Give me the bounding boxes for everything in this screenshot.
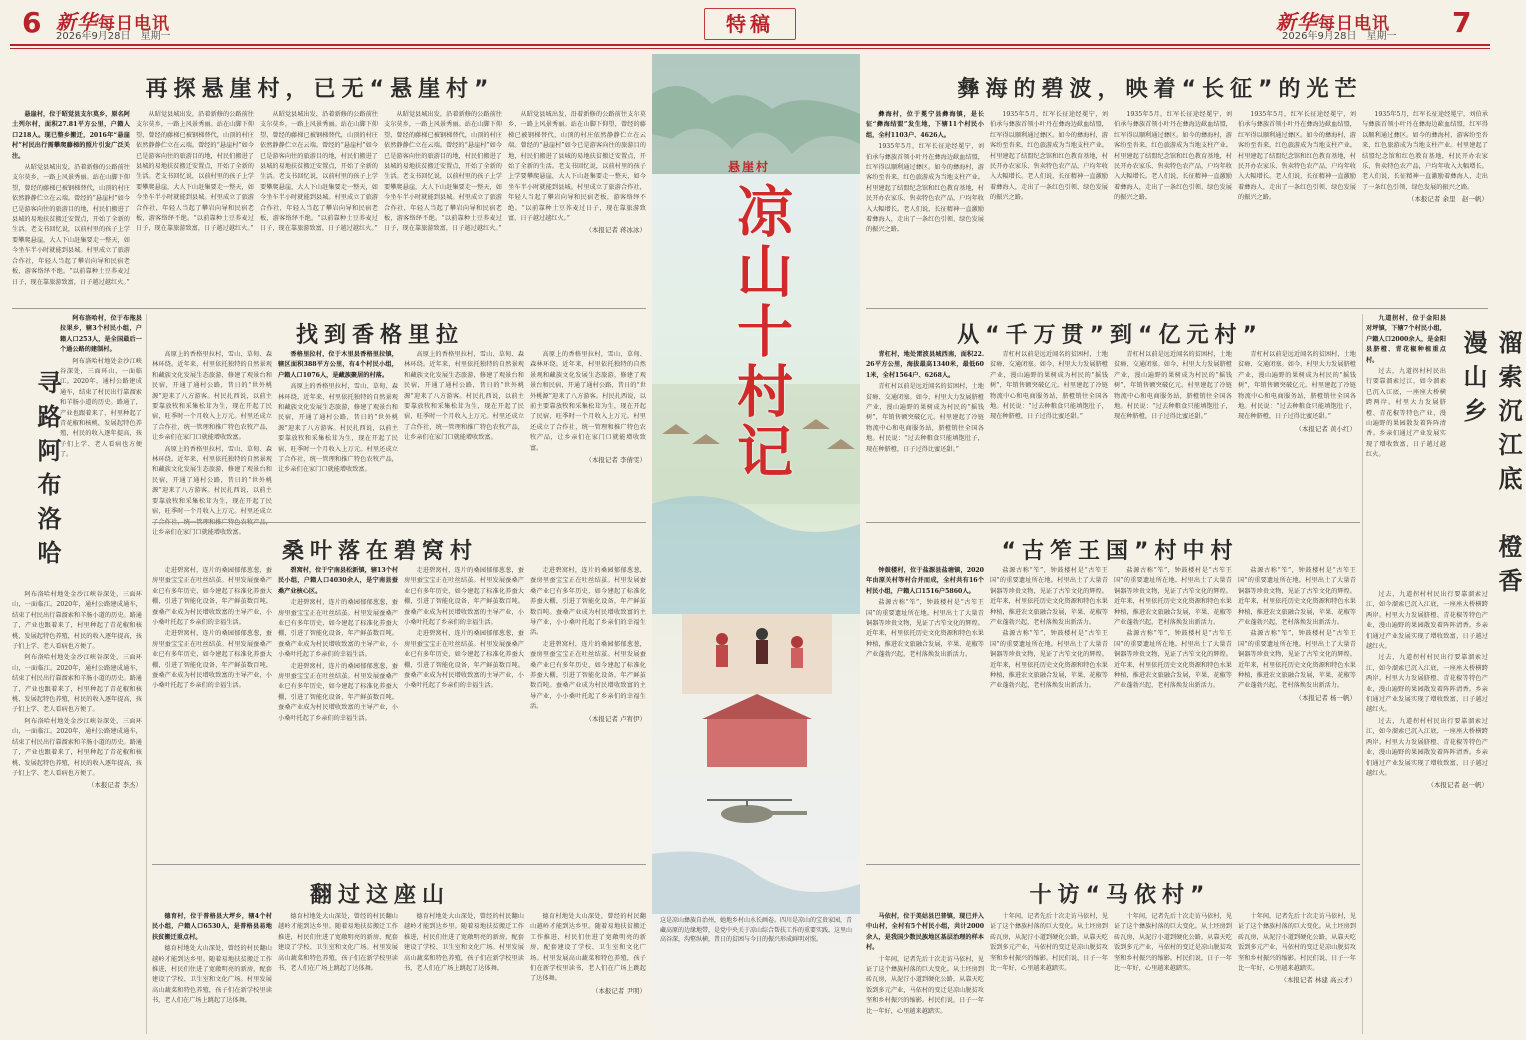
body-a1-part1: 从昭觉县城出发，沿着新修的公路前往支尔莫乡，一路上风景秀丽。站在山脚下仰望，曾经的藤梯已被钢梯替代，山顶的村庄依然静静伫立在云端。曾经的“悬崖村”如今已是游客向往的旅游目的地，村民们搬进了县城的易地扶贫搬迁安置点，开始了全新的生活。老支书回忆说，以前村里的孩子上学要攀爬悬崖，大人下山赶集要走一整天，如今坐车半小时就能到县城。村里成立了旅游合作社，年轻人当起了攀岩向导和民宿老板，游客络绎不绝。“以前靠种土豆荞麦过日子，现在靠旅游致富，日子越过越红火。”	[12, 164, 130, 286]
body-a7-part2b: 盐源古称“笮”，钟鼓楼村是“古笮王国”的重要遗址所在地。村里出土了大量青铜器等珍贵文物，见证了古笮文化的辉煌。近年来，村里依托历史文化资源和特色水果种植，推进农文旅融合发展，苹果、花椒等产业蓬勃兴起，老村落焕发出新活力。	[990, 630, 1108, 690]
poster-river	[652, 852, 860, 915]
article-a5-lede-col	[60, 314, 142, 584]
body-a7-part3: 盐源古称“笮”，钟鼓楼村是“古笮王国”的重要遗址所在地。村里出土了大量青铜器等珍贵文物，见证了古笮文化的辉煌。近年来，村里依托历史文化资源和特色水果种植，推进农文旅融合发展，苹果、花椒等产业蓬勃兴起，老村落焕发出新活力。	[1114, 567, 1232, 627]
article-a3-col1	[152, 350, 272, 536]
body-a6-part3b: 走进碧窝村，连片的桑园郁郁葱葱，蚕房里蚕宝宝正在吐丝结茧。村里发展蚕桑产业已有多年历史，如今建起了标准化养蚕大棚，引进了智能化设备，年产鲜茧数百吨。蚕桑产业成为村民增收致富的主导产业，小小桑叶托起了乡亲们的幸福生活。	[404, 630, 524, 690]
body-a2-part5: 1935年5月，红军长征途经冕宁，刘伯承与彝族首领小叶丹在彝海边歃血结盟，红军得以顺利通过彝区。如今的彝海村，游客纷至沓来，红色旅游成为当地支柱产业。村里建起了结盟纪念馆和红色教育基地，村民开办农家乐、售卖特色农产品，户均年收入大幅增长。老人们说，长征精神一直激励着彝海人，走出了一条红色引领、绿色发展的振兴之路。	[1362, 111, 1488, 191]
article-a3-col4	[530, 350, 646, 518]
body-a8-part2: 过去，九道拐村村民出行要靠溜索过江，如今溜索已沉入江底，一座座大桥横跨两岸。村里大力发展脐橙、青花椒等特色产业，漫山遍野的果园散发着阵阵清香。乡亲们通过产业发展实现了增收致富，日子越过越红火。	[1366, 591, 1488, 651]
headline-a5: 寻路阿布洛哈	[33, 370, 61, 574]
poster-small-title: 悬崖村	[728, 160, 771, 174]
body-a6-part2: 走进碧窝村，连片的桑园郁郁葱葱，蚕房里蚕宝宝正在吐丝结茧。村里发展蚕桑产业已有多年历史，如今建起了标准化养蚕大棚，引进了智能化设备，年产鲜茧数百吨。蚕桑产业成为村民增收致富的主导产业，小小桑叶托起了乡亲们的幸福生活。	[278, 599, 398, 659]
article-a2-col2	[990, 110, 1108, 306]
article-a6-col2	[278, 566, 398, 858]
masthead-rule	[10, 44, 1490, 46]
article-a4-col1	[866, 350, 984, 518]
poster-lake	[652, 496, 860, 614]
body-a10-part1: 十年间，记者先后十次走访马依村，见证了这个彝族村落的巨大变化。从土坯房到砖瓦房，从泥泞小道到硬化公路，从靠天吃饭到多元产业，马依村的变迁是凉山脱贫攻坚和乡村振兴的缩影。村民们说，日子一年比一年好，心里越来越踏实。	[866, 955, 984, 1015]
poster-title: 凉山十村记	[728, 182, 794, 482]
body-a8-part1: 过去，九道拐村村民出行要靠溜索过江，如今溜索已沉入江底，一座座大桥横跨两岸。村里大力发展脐橙、青花椒等特色产业，漫山遍野的果园散发着阵阵清香。乡亲们通过产业发展实现了增收致富，日子越过越红火。	[1366, 368, 1446, 459]
column-rule-a5	[146, 314, 147, 1034]
article-a7-col1	[866, 566, 984, 858]
divider-a1	[12, 308, 646, 309]
article-a2-col1	[866, 110, 984, 306]
body-a1-part5: 从昭觉县城出发，沿着新修的公路前往支尔莫乡，一路上风景秀丽。站在山脚下仰望，曾经的藤梯已被钢梯替代，山顶的村庄依然静静伫立在云端。曾经的“悬崖村”如今已是游客向往的旅游目的地，村民们搬进了县城的易地扶贫搬迁安置点，开始了全新的生活。老支书回忆说，以前村里的孩子上学要攀爬悬崖，大人下山赶集要走一整天，如今坐车半小时就能到县城。村里成立了旅游合作社，年轻人当起了攀岩向导和民宿老板，游客络绎不绝。“以前靠种土豆荞麦过日子，现在靠旅游致富，日子越过越红火。”	[508, 111, 646, 223]
body-a10-part4: 十年间，记者先后十次走访马依村，见证了这个彝族村落的巨大变化。从土坯房到砖瓦房，从泥泞小道到硬化公路，从靠天吃饭到多元产业，马依村的变迁是凉山脱贫攻坚和乡村振兴的缩影。村民们说，日子一年比一年好，心里越来越踏实。	[1238, 913, 1356, 973]
logo-meiri-right: 每日电讯	[1318, 14, 1390, 34]
divider-a7	[866, 864, 1360, 865]
byline-a10: （本报记者 林建 高云才）	[1280, 976, 1356, 985]
article-a1-col1	[12, 110, 130, 306]
article-a1-col4	[384, 110, 502, 306]
body-a6-part4: 走进碧窝村，连片的桑园郁郁葱葱，蚕房里蚕宝宝正在吐丝结茧。村里发展蚕桑产业已有多年历史，如今建起了标准化养蚕大棚，引进了智能化设备，年产鲜茧数百吨。蚕桑产业成为村民增收致富的主导产业，小小桑叶托起了乡亲们的幸福生活。	[530, 567, 646, 637]
article-a2-col3	[1114, 110, 1232, 306]
article-a9-col3	[404, 912, 524, 1032]
headline-a10: 十访“马依村”	[1029, 883, 1211, 908]
helicopter-icon	[707, 800, 807, 823]
body-a9-part3: 德育村地处大山深处，曾经的村民翻山越岭才能到达乡里。随着易地扶贫搬迁工作推进，村民们住进了宽敞明亮的新房，配套建设了学校、卫生室和文化广场。村里发展高山蔬菜和特色养殖，孩子们在新学校里读书，老人们在广场上跳起了达体舞。	[404, 913, 524, 973]
section-tab: 特稿	[704, 8, 796, 40]
article-a1-col2	[136, 110, 254, 306]
headline-a2: 彝海的碧波，映着“长征”的光芒	[957, 77, 1363, 102]
body-a7-part4: 盐源古称“笮”，钟鼓楼村是“古笮王国”的重要遗址所在地。村里出土了大量青铜器等珍贵文物，见证了古笮文化的辉煌。近年来，村里依托历史文化资源和特色水果种植，推进农文旅融合发展，苹果、花椒等产业蓬勃兴起，老村落焕发出新活力。	[1238, 567, 1356, 627]
body-a1-part3: 从昭觉县城出发，沿着新修的公路前往支尔莫乡，一路上风景秀丽。站在山脚下仰望，曾经的藤梯已被钢梯替代，山顶的村庄依然静静伫立在云端。曾经的“悬崖村”如今已是游客向往的旅游目的地，村民们搬进了县城的易地扶贫搬迁安置点，开始了全新的生活。老支书回忆说，以前村里的孩子上学要攀爬悬崖，大人下山赶集要走一整天，如今坐车半小时就能到县城。村里成立了旅游合作社，年轻人当起了攀岩向导和民宿老板，游客络绎不绝。“以前靠种土豆荞麦过日子，现在靠旅游致富，日子越过越红火。”	[260, 111, 378, 233]
body-a1-part4: 从昭觉县城出发，沿着新修的公路前往支尔莫乡，一路上风景秀丽。站在山脚下仰望，曾经的藤梯已被钢梯替代，山顶的村庄依然静静伫立在云端。曾经的“悬崖村”如今已是游客向往的旅游目的地，村民们搬进了县城的易地扶贫搬迁安置点，开始了全新的生活。老支书回忆说，以前村里的孩子上学要攀爬悬崖，大人下山赶集要走一整天，如今坐车半小时就能到县城。村里成立了旅游合作社，年轻人当起了攀岩向导和民宿老板，游客络绎不绝。“以前靠种土豆荞麦过日子，现在靠旅游致富，日子越过越红火。”	[384, 111, 502, 233]
lede-a2: 彝海村，位于冕宁县彝海镇，是长征“彝海结盟”发生地，下辖11个村民小组，全村1103户、4626人。	[866, 111, 984, 139]
article-a10-col2	[990, 912, 1108, 1032]
date-left: 2026年9月28日 星期一	[56, 31, 171, 42]
poster-red-building	[707, 719, 807, 767]
body-a3-part4: 高原上的香格里拉村，雪山、草甸、森林环绕。近年来，村里依托独特的自然景观和藏族文化发展生态旅游，修建了观景台和民宿，开通了通村公路，昔日的“世外桃源”迎来了八方游客。村民扎西说，以前主要靠放牧和采集松茸为生，现在开起了民宿，旺季时一个月收入上万元。村里还成立了合作社，统一管理和推广特色农牧产品，让乡亲们在家门口就能增收致富。	[530, 351, 646, 452]
article-a6-col1	[152, 566, 272, 858]
logo-meiri: 每日电讯	[98, 14, 170, 34]
lede-a4: 青杠村，地处雷波县城西南，面积22.26平方公里，海拔最高1340米，最低601米，全村1564户、6268人。	[866, 351, 984, 379]
article-a8-col2	[1366, 590, 1488, 1020]
article-a4-col3	[1114, 350, 1232, 518]
logo-xinhua-right: 新华	[1276, 10, 1318, 34]
headline-a6: 桑叶落在碧窝村	[281, 539, 478, 564]
body-a5-part4: 阿布洛哈村地处金沙江峡谷深处，三面环山，一面临江。2020年，通村公路建成通车，结束了村民出行靠溜索和羊肠小道的历史。路通了，产业也跟着来了，村里种起了青花椒和核桃，发展起特色养殖，村民的收入逐年提高，孩子们上学、老人看病也方便了。	[12, 717, 142, 777]
lede-a10: 马依村，位于美姑县巴普镇，现已并入中山村，全村有5个村民小组，共计2000余人，是我国少数民族地区基层治理的样本村。	[866, 913, 984, 952]
body-a6-part1: 走进碧窝村，连片的桑园郁郁葱葱，蚕房里蚕宝宝正在吐丝结茧。村里发展蚕桑产业已有多年历史，如今建起了标准化养蚕大棚，引进了智能化设备，年产鲜茧数百吨。蚕桑产业成为村民增收致富的主导产业，小小桑叶托起了乡亲们的幸福生活。	[152, 567, 272, 627]
article-a6-col4	[530, 566, 646, 858]
body-a6-part4b: 走进碧窝村，连片的桑园郁郁葱葱，蚕房里蚕宝宝正在吐丝结茧。村里发展蚕桑产业已有多年历史，如今建起了标准化养蚕大棚，引进了智能化设备，年产鲜茧数百吨。蚕桑产业成为村民增收致富的主导产业，小小桑叶托起了乡亲们的幸福生活。	[530, 640, 646, 711]
article-a10-col4	[1238, 912, 1356, 1032]
article-a6-col3	[404, 566, 524, 858]
byline-a8: （本报记者 赵一帆）	[1427, 781, 1488, 790]
byline-a6: （本报记者 卢宥伊）	[585, 714, 646, 723]
lede-a9: 德育村，位于普格县大坪乡，辖4个村民小组，户籍人口6530人，是普格县易地扶贫搬迁重点村。	[152, 913, 272, 941]
body-a10-part2: 十年间，记者先后十次走访马依村，见证了这个彝族村落的巨大变化。从土坯房到砖瓦房，从泥泞小道到硬化公路，从靠天吃饭到多元产业，马依村的变迁是凉山脱贫攻坚和乡村振兴的缩影。村民们说，日子一年比一年好，心里越来越踏实。	[990, 913, 1108, 973]
body-a6-part1b: 走进碧窝村，连片的桑园郁郁葱葱，蚕房里蚕宝宝正在吐丝结茧。村里发展蚕桑产业已有多年历史，如今建起了标准化养蚕大棚，引进了智能化设备，年产鲜茧数百吨。蚕桑产业成为村民增收致富的主导产业，小小桑叶托起了乡亲们的幸福生活。	[152, 630, 272, 690]
body-a3-part1b: 高原上的香格里拉村，雪山、草甸、森林环绕。近年来，村里依托独特的自然景观和藏族文化发展生态旅游，修建了观景台和民宿，开通了通村公路，昔日的“世外桃源”迎来了八方游客。村民扎西说，以前主要靠放牧和采集松茸为生，现在开起了民宿，旺季时一个月收入上万元。村里还成立 让乡亲们在家门口就能增收致富。	[152, 445, 272, 536]
headline-a9: 翻过这座山	[309, 883, 450, 908]
body-a4-part2: 青杠村以前是远近闻名的贫困村，土地贫瘠、交通闭塞。如今，村里大力发展脐橙产业，漫山遍野的果树成为村民的“摇钱树”，年销售额突破亿元。村里建起了冷链物流中心和电商服务站，脐橙销往全国各地。村民说：“过去种粮食只能填饱肚子，现在种脐橙，日子过得比蜜还甜。”	[990, 351, 1108, 421]
byline-a5: （本报记者 李杰）	[87, 781, 142, 790]
byline-a7: （本报记者 杨一帆）	[1295, 693, 1356, 702]
body-a9-part4: 德育村地处大山深处，曾经的村民翻山越岭才能到达乡里。随着易地扶贫搬迁工作推进，村民们住进了宽敞明亮的新房，配套建设了学校、卫生室和文化广场。村里发展高山蔬菜和特色养殖，孩子们在新学校里读书，老人们在广场上跳起了达体舞。	[530, 913, 646, 983]
logo-xinhua: 新华	[56, 10, 98, 34]
body-a5-part3: 阿布洛哈村地处金沙江峡谷深处，三面环山，一面临江。2020年，通村公路建成通车，结束了村民出行靠溜索和羊肠小道的历史。路通了，产业也跟着来了，村里种起了青花椒和核桃，发展起特色养殖，村民的收入逐年提高，孩子们上学、老人看病也方便了。	[12, 654, 142, 714]
article-a1-col3	[260, 110, 378, 306]
article-a1-col5	[508, 110, 646, 306]
body-a10-part3: 十年间，记者先后十次走访马依村，见证了这个彝族村落的巨大变化。从土坯房到砖瓦房，从泥泞小道到硬化公路，从靠天吃饭到多元产业，马依村的变迁是凉山脱贫攻坚和乡村振兴的缩影。村民们说，日子一年比一年好，心里越来越踏实。	[1114, 913, 1232, 973]
article-a5-col2	[12, 590, 142, 1020]
body-a7-part3b: 盐源古称“笮”，钟鼓楼村是“古笮王国”的重要遗址所在地。村里出土了大量青铜器等珍贵文物，见证了古笮文化的辉煌。近年来，村里依托历史文化资源和特色水果种植，推进农文旅融合发展，苹果、花椒等产业蓬勃兴起，老村落焕发出新活力。	[1114, 630, 1232, 690]
article-a10-col1	[866, 912, 984, 1032]
lede-a7: 钟鼓楼村，位于盐源县盐塘镇，2020年由原关村等村合并而成，全村共有16个村民小组，户籍人口1516户5860人。	[866, 567, 984, 595]
divider-a4	[866, 522, 1360, 523]
body-a7-part2: 盐源古称“笮”，钟鼓楼村是“古笮王国”的重要遗址所在地。村里出土了大量青铜器等珍贵文物，见证了古笮文化的辉煌。近年来，村里依托历史文化资源和特色水果种植，推进农文旅融合发展，苹果、花椒等产业蓬勃兴起，老村落焕发出新活力。	[990, 567, 1108, 627]
lede-a1: 悬崖村，位于昭觉县支尔莫乡，原名阿土列尔村，面积27.81平方公里，户籍人口218人。现已整乡搬迁，2016年“悬崖村”村民出行需攀爬藤梯的照片引发广泛关注。	[12, 111, 130, 160]
byline-a3: （本报记者 李倩雯）	[585, 456, 646, 465]
divider-a6	[152, 864, 646, 865]
date-right: 2026年9月28日 星期一	[1282, 31, 1397, 42]
body-a6-part3: 走进碧窝村，连片的桑园郁郁葱葱，蚕房里蚕宝宝正在吐丝结茧。村里发展蚕桑产业已有多年历史，如今建起了标准化养蚕大棚，引进了智能化设备，年产鲜茧数百吨。蚕桑产业成为村民增收致富的主导产业，小小桑叶托起了乡亲们的幸福生活。	[404, 567, 524, 627]
article-a10-col3	[1114, 912, 1232, 1032]
body-a9-part2: 德育村地处大山深处，曾经的村民翻山越岭才能到达乡里。随着易地扶贫搬迁工作推进，村民们住进了宽敞明亮的新房，配套建设了学校、卫生室和文化广场。村里发展高山蔬菜和特色养殖，孩子们在新学校里读书，老人们在广场上跳起了达体舞。	[278, 913, 398, 973]
body-a6-part2b: 走进碧窝村，连片的桑园郁郁葱葱，蚕房里蚕宝宝正在吐丝结茧。村里发展蚕桑产业已有多年历史，如今建起了标准化养蚕大棚，引进了智能化设备，年产鲜茧数百吨。蚕桑产业成为村民增收致富的主导产业，小小桑叶托起了乡亲们的幸福生活。	[278, 662, 398, 722]
article-a2-col4	[1238, 110, 1356, 306]
body-a8-part3: 过去，九道拐村村民出行要靠溜索过江，如今溜索已沉入江底，一座座大桥横跨两岸。村里大力发展脐橙、青花椒等特色产业，漫山遍野的果园散发着阵阵清香。乡亲们通过产业发展实现了增收致富，日子越过越红火。	[1366, 654, 1488, 714]
body-a3-part2: 高原上的香格里拉村，雪山、草甸、森林环绕。近年来，村里依托独特的自然景观和藏族文化发展生态旅游，修建了观景台和民宿，开通了通村公路，昔日的“世外桃源”迎来了八方游客。村民扎西说，以前主要靠放牧和采集松茸为生，现在开起了民宿，旺季时一个月收入上万元。村里还成立了合作社，统一管理和推广特色农牧产品，让乡亲们在家门口就能增收致富。	[278, 383, 398, 474]
article-a4-col4	[1238, 350, 1356, 518]
body-a7-part1: 盐源古称“笮”，钟鼓楼村是“古笮王国”的重要遗址所在地。村里出土了大量青铜器等珍贵文物，见证了古笮文化的辉煌。近年来，村里依托历史文化资源和特色水果种植，推进农文旅融合发展，苹果、花椒等产业蓬勃兴起，老村落焕发出新活力。	[866, 599, 984, 659]
article-a7-col4	[1238, 566, 1356, 858]
article-a2-col5	[1362, 110, 1488, 306]
article-a3-col2	[278, 350, 398, 518]
body-a9-part1: 德育村地处大山深处，曾经的村民翻山越岭才能到达乡里。随着易地扶贫搬迁工作推进，村民们住进了宽敞明亮的新房，配套建设了学校、卫生室和文化广场。村里发展高山蔬菜和特色养殖，孩子们在新学校里读书，老人们在广场上跳起了达体舞。	[152, 945, 272, 1005]
article-a9-col1	[152, 912, 272, 1032]
divider-a2	[866, 308, 1488, 309]
byline-a1: （本报记者 蒋冰冰）	[585, 226, 646, 235]
center-poster	[652, 54, 860, 1037]
byline-a2: （本报记者 余里 赵一帆）	[1407, 195, 1488, 204]
headline-a4: 从“千万贯”到“亿元村”	[957, 323, 1263, 348]
body-a2-part2: 1935年5月，红军长征途经冕宁，刘伯承与彝族首领小叶丹在彝海边歃血结盟，红军得以顺利通过彝区。如今的彝海村，游客纷至沓来，红色旅游成为当地支柱产业。村里建起了结盟纪念馆和红色教育基地，村民开办农家乐、售卖特色农产品，户均年收入大幅增长。老人们说，长征精神一直激励着彝海人，走出了一条红色引领、绿色发展的振兴之路。	[990, 111, 1108, 202]
divider-a3	[152, 522, 646, 523]
article-a7-col2	[990, 566, 1108, 858]
headline-a3: 找到香格里拉	[295, 323, 464, 348]
body-a2-part4: 1935年5月，红军长征途经冕宁，刘伯承与彝族首领小叶丹在彝海边歃血结盟，红军得以顺利通过彝区。如今的彝海村，游客纷至沓来，红色旅游成为当地支柱产业。村里建起了结盟纪念馆和红色教育基地，村民开办农家乐、售卖特色农产品，户均年收入大幅增长。老人们说，长征精神一直激励着彝海人，走出了一条红色引领、绿色发展的振兴之路。	[1238, 111, 1356, 202]
body-a3-part3: 高原上的香格里拉村，雪山、草甸、森林环绕。近年来，村里依托独特的自然景观和藏族文化发展生态旅游，修建了观景台和民宿，开通了通村公路，昔日的“世外桃源”迎来了八方游客。村民扎西说，以前主要靠放牧和采集松茸为生，现在开起了民宿，旺季时一个月收入上万元。村里还成立了合作社，统一管理和推广特色农牧产品，让乡亲们在家门口就能增收致富。	[404, 351, 524, 442]
body-a4-part4: 青杠村以前是远近闻名的贫困村，土地贫瘠、交通闭塞。如今，村里大力发展脐橙产业，漫山遍野的果树成为村民的“摇钱树”，年销售额突破亿元。村里建起了冷链物流中心和电商服务站，脐橙销往全国各地。村民说：“过去种粮食只能填饱肚子，现在种脐橙，日子过得比蜜还甜。”	[1238, 351, 1356, 421]
page-number-right: 7	[1452, 6, 1472, 39]
article-a3-col3	[404, 350, 524, 518]
lede-a5: 阿布洛哈村，位于布拖县拉果乡，辖3个村民小组，户籍人口253人，是全国最后一个通公路的建制村。	[60, 315, 142, 354]
article-a7-col3	[1114, 566, 1232, 858]
masthead	[0, 0, 1500, 52]
article-a8-lede-col	[1366, 314, 1446, 584]
body-a1-part2: 从昭觉县城出发，沿着新修的公路前往支尔莫乡，一路上风景秀丽。站在山脚下仰望，曾经的藤梯已被钢梯替代，山顶的村庄依然静静伫立在云端。曾经的“悬崖村”如今已是游客向往的旅游目的地，村民们搬进了县城的易地扶贫搬迁安置点，开始了全新的生活。老支书回忆说，以前村里的孩子上学要攀爬悬崖，大人下山赶集要走一整天，如今坐车半小时就能到县城。村里成立了旅游合作社，年轻人当起了攀岩向导和民宿老板，游客络绎不绝。“以前靠种土豆荞麦过日子，现在靠旅游致富，日子越过越红火。”	[136, 111, 254, 233]
poster-caption: 这是凉山彝族自治州，她地乡村山水长画卷。四川是凉山的宝贵家园，青藏高原的边缘地带，是党中央关于凉山综合帮扶工作的重要实践。这里山高谷深，沟壑纵横，昔日的贫困与今日的振兴形成鲜明对照。	[660, 917, 853, 943]
lede-a8: 九道拐村，位于金阳县对坪镇，下辖7个村民小组，户籍人口2000余人，是金阳县脐橙、青花椒种植重点村。	[1366, 315, 1446, 364]
masthead-rule-thin	[10, 48, 1490, 49]
byline-a9: （本报记者 尹明）	[591, 986, 646, 995]
body-a4-part1: 青杠村以前是远近闻名的贫困村，土地贫瘠、交通闭塞。如今，村里大力发展脐橙产业，漫山遍野的果树成为村民的“摇钱树”，年销售额突破亿元。村里建起了冷链物流中心和电商服务站，脐橙销往全国各地。村民说：“过去种粮食只能填饱肚子，现在种脐橙，日子过得比蜜还甜。”	[866, 383, 984, 453]
lede-a3: 香格里拉村，位于木里县香格里拉镇，辖区面积388平方公里，有4个村民小组，户籍人口1076人，是藏族聚居的村落。	[278, 351, 398, 379]
headline-a8: 溜索沉江底 橙香漫山乡	[1459, 330, 1522, 602]
body-a4-part3: 青杠村以前是远近闻名的贫困村，土地贫瘠、交通闭塞。如今，村里大力发展脐橙产业，漫山遍野的果树成为村民的“摇钱树”，年销售额突破亿元。村里建起了冷链物流中心和电商服务站，脐橙销往全国各地。村民说：“过去种粮食只能填饱肚子，现在种脐橙，日子过得比蜜还甜。”	[1114, 351, 1232, 421]
lede-a6: 碧窝村，位于宁南县松新镇，辖13个村民小组，户籍人口4030余人，是宁南县蚕桑产业核心区。	[278, 567, 399, 595]
byline-a4: （本报记者 黄小红）	[1295, 424, 1356, 433]
headline-a7: “古笮王国”村中村	[1001, 539, 1239, 564]
body-a5-part2: 阿布洛哈村地处金沙江峡谷深处，三面环山，一面临江。2020年，通村公路建成通车，结束了村民出行靠溜索和羊肠小道的历史。路通了，产业也跟着来了，村里种起了青花椒和核桃，发展起特色养殖，村民的收入逐年提高，孩子们上学、老人看病也方便了。	[12, 591, 142, 651]
body-a3-part1: 高原上的香格里拉村，雪山、草甸、森林环绕。近年来，村里依托独特的自然景观和藏族文化发展生态旅游，修建了观景台和民宿，开通了通村公路，昔日的“世外桃源”迎来了八方游客。村民扎西说，以前主要靠放牧和采集松茸为生，现在开起了民宿，旺季时一个月收入上万元。村里还成立了合作社，统一管理和推广特色农牧产品，让乡亲们在家门口就能增收致富。	[152, 351, 272, 442]
body-a8-part4: 过去，九道拐村村民出行要靠溜索过江，如今溜索已沉入江底，一座座大桥横跨两岸。村里大力发展脐橙、青花椒等特色产业，漫山遍野的果园散发着阵阵清香。乡亲们通过产业发展实现了增收致富，日子越过越红火。	[1366, 717, 1488, 777]
body-a2-part1: 1935年5月，红军长征途经冕宁，刘伯承与彝族首领小叶丹在彝海边歃血结盟，红军得以顺利通过彝区。如今的彝海村，游客纷至沓来，红色旅游成为当地支柱产业。村里建起了结盟纪念馆和红色教育基地，村民开办农家乐、售卖特色农产品，户均年收入大幅增长。老人们说，长征精神一直激励着彝海人，走出了一条红色引领、绿色发展的振兴之路。	[866, 143, 984, 234]
body-a5-part1: 阿布洛哈村地处金沙江峡谷深处，三面环山，一面临江。2020年，通村公路建成通车，结束了村民出行靠溜索和羊肠小道的历史。路通了，产业也跟着来了，村里种起了青花椒和核桃，发展起特色养殖，村民的收入逐年提高，孩子们上学、老人看病也方便了。	[60, 357, 142, 459]
column-rule-a8	[1362, 314, 1363, 1034]
headline-a1: 再探悬崖村，已无“悬崖村”	[145, 77, 495, 102]
article-a9-col4	[530, 912, 646, 1032]
article-a4-col2	[990, 350, 1108, 518]
article-a9-col2	[278, 912, 398, 1032]
poster-red-roof	[702, 694, 812, 719]
body-a7-part4b: 盐源古称“笮”，钟鼓楼村是“古笮王国”的重要遗址所在地。村里出土了大量青铜器等珍贵文物，见证了古笮文化的辉煌。近年来，村里依托历史文化资源和特色水果种植，推进农文旅融合发展，苹果、花椒等产业蓬勃兴起，老村落焕发出新活力。	[1238, 630, 1356, 690]
body-a2-part3: 1935年5月，红军长征途经冕宁，刘伯承与彝族首领小叶丹在彝海边歃血结盟，红军得以顺利通过彝区。如今的彝海村，游客纷至沓来，红色旅游成为当地支柱产业。村里建起了结盟纪念馆和红色教育基地，村民开办农家乐、售卖特色农产品，户均年收入大幅增长。老人们说，长征精神一直激励着彝海人，走出了一条红色引领、绿色发展的振兴之路。	[1114, 111, 1232, 202]
page-number-left: 6	[22, 6, 42, 39]
